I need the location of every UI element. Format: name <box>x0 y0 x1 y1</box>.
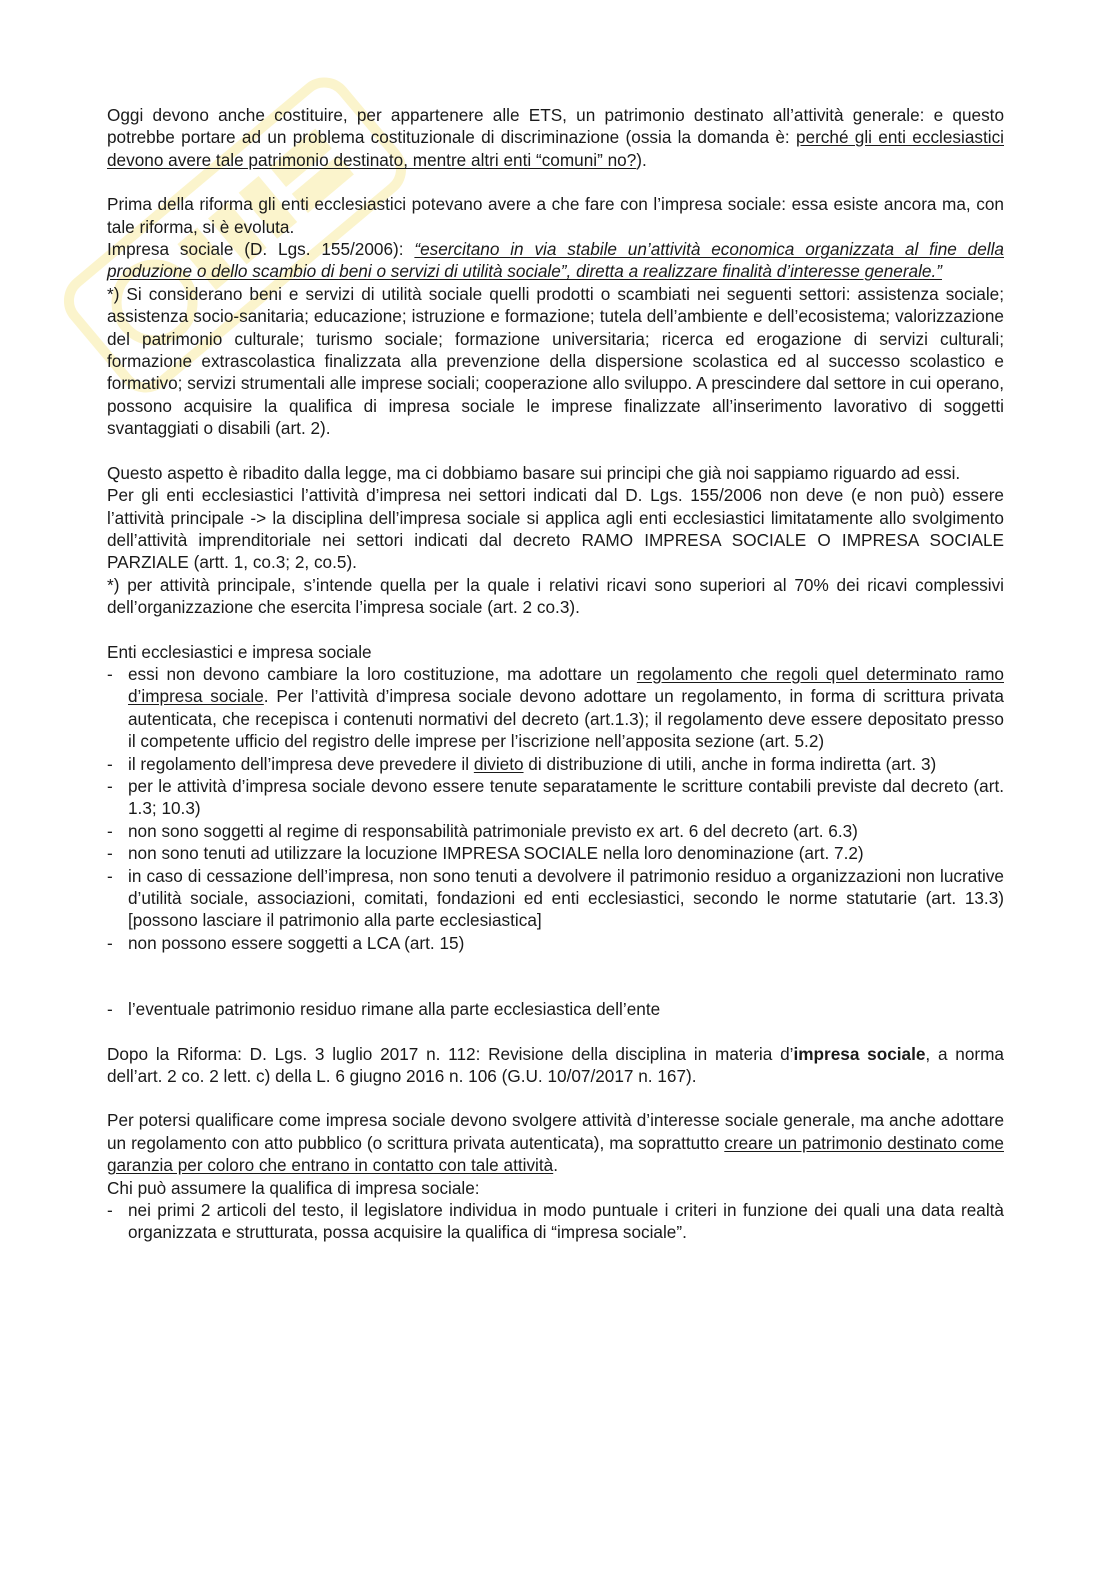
paragraph: Oggi devono anche costituire, per appartenere alle ETS, un patrimonio destinato all’attività generale: e questo potrebbe portare ad un problema costituzionale di discriminazione (ossia la domanda è: perché gli enti ecclesiastici devono avere tale patrimonio destinato, mentre altri enti “comuni” no?). <box>107 105 1004 170</box>
list-item: - in caso di cessazione dell’impresa, non sono tenuti a devolvere il patrimonio residuo a organizzazioni non lucrative d’utilità sociale, associazioni, comitati, fondazioni ed enti ecclesiastici, secondo le norme statutarie (art. 13.3) [possono lasciare il patrimonio alla parte ecclesiastica] <box>107 865 1004 932</box>
paragraph: *) Si considerano beni e servizi di utilità sociale quelli prodotti o scambiati nei seguenti settori: assistenza sociale; assistenza socio-sanitaria; educazione; istruzione e formazione; tutela dell’ambiente e dell’ecosistema; valorizzazione del patrimonio culturale; turismo sociale; formazione universitaria; ricerca ed erogazione di servizi culturali; formazione extrascolastica finalizzata alla prevenzione della dispersione scolastica ed al successo scolastico e formativo; servizi strumentali alle imprese sociali; cooperazione allo sviluppo. A prescindere dal settore in cui operano, possono acquisire la qualifica di impresa sociale le imprese finalizzate all’inserimento lavorativo di soggetti svantaggiati o disabili (art. 2). <box>107 283 1004 439</box>
paragraph: Per gli enti ecclesiastici l’attività d’impresa nei settori indicati dal D. Lgs. 155/2006 non deve (e non può) essere l’attività principale -> la disciplina dell’impresa sociale si applica agli enti ecclesiastici limitatamente allo svolgimento dell’attività imprenditoriale nei settori indicati dal decreto RAMO IMPRESA SOCIALE O IMPRESA SOCIALE PARZIALE (artt. 1, co.3; 2, co.5). <box>107 485 1004 573</box>
paragraph: Questo aspetto è ribadito dalla legge, ma ci dobbiamo basare sui principi che già noi sappiamo riguardo ad essi. <box>107 462 961 483</box>
list-item: - non possono essere soggetti a LCA (art. 15) <box>107 932 1004 954</box>
list-item: - il regolamento dell’impresa deve prevedere il divieto di distribuzione di utili, anche in forma indiretta (art. 3) <box>107 753 1004 775</box>
list-item: - non sono tenuti ad utilizzare la locuzione IMPRESA SOCIALE nella loro denominazione (art. 7.2) <box>107 842 1004 864</box>
list-item: - non sono soggetti al regime di responsabilità patrimoniale previsto ex art. 6 del decreto (art. 6.3) <box>107 820 1004 842</box>
list-item: - l’eventuale patrimonio residuo rimane alla parte ecclesiastica dell’ente <box>107 998 1004 1020</box>
paragraph: Chi può assumere la qualifica di impresa sociale: <box>107 1177 480 1198</box>
list-item: - per le attività d’impresa sociale devono essere tenute separatamente le scritture contabili previste dal decreto (art. 1.3; 10.3) <box>107 775 1004 820</box>
document-page <box>107 104 1004 1244</box>
bullet-list <box>107 663 1004 954</box>
list-item: - essi non devono cambiare la loro costituzione, ma adottare un regolamento che regoli quel determinato ramo d’impresa sociale. Per l’attività d’impresa sociale devono adottare un regolamento, in forma di scrittura privata autenticata, che recepisca i contenuti normativi del decreto (art.1.3); il regolamento deve essere depositato presso il competente ufficio del registro delle imprese per l’iscrizione nell’apposita sezione (art. 5.2) <box>107 663 1004 753</box>
paragraph: Per potersi qualificare come impresa sociale devono svolgere attività d’interesse sociale generale, ma anche adottare un regolamento con atto pubblico (o scrittura privata autenticata), ma soprattutto creare un patrimonio destinato come garanzia per coloro che entrano in contatto con tale attività. <box>107 1110 1004 1176</box>
section-heading: Enti ecclesiastici e impresa sociale <box>107 641 372 662</box>
paragraph: Impresa sociale (D. Lgs. 155/2006): “esercitano in via stabile un’attività economica organizzata al fine della produzione o dello scambio di beni o servizi di utilità sociale”, diretta a realizzare finalità d’interesse generale.” <box>107 239 1004 282</box>
bullet-list <box>107 1199 1004 1244</box>
paragraph: Dopo la Riforma: D. Lgs. 3 luglio 2017 n. 112: Revisione della disciplina in materia d’impresa sociale, a norma dell’art. 2 co. 2 lett. c) della L. 6 giugno 2016 n. 106 (G.U. 10/07/2017 n. 167). <box>107 1043 1004 1087</box>
bullet-list <box>107 998 1004 1020</box>
paragraph: Prima della riforma gli enti ecclesiastici potevano avere a che fare con l’impresa sociale: essa esiste ancora ma, con tale riforma, si è evoluta. <box>107 194 1004 237</box>
list-item: - nei primi 2 articoli del testo, il legislatore individua in modo puntuale i criteri in funzione dei quali una data realtà organizzata e strutturata, possa acquisire la qualifica di “impresa sociale”. <box>107 1199 1004 1244</box>
paragraph: *) per attività principale, s’intende quella per la quale i relativi ricavi sono superiori al 70% dei ricavi complessivi dell’organizzazione che esercita l’impresa sociale (art. 2 co.3). <box>107 574 1004 618</box>
